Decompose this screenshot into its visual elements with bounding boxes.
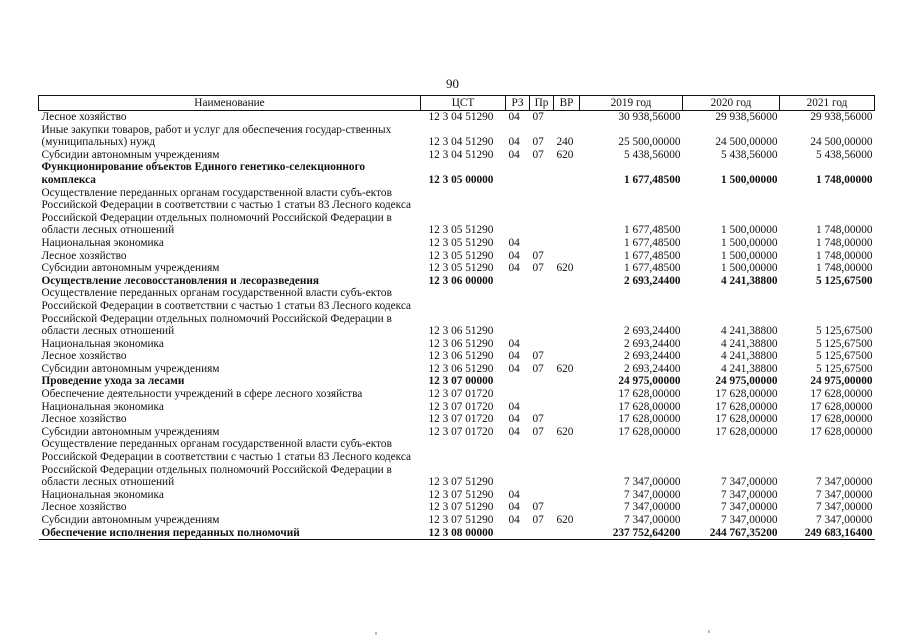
row-2020-value: 17 628,00000: [715, 400, 778, 413]
table-row: [39, 287, 875, 337]
row-pr: 07: [532, 413, 544, 426]
row-2020-value: 7 347,00000: [721, 514, 778, 526]
row-rz: [506, 438, 530, 488]
table-row: [39, 363, 875, 376]
row-rz: 04: [508, 362, 520, 375]
row-cst: 12 3 07 01720: [428, 425, 494, 438]
row-vr: [554, 350, 580, 363]
row-rz: 04: [508, 400, 520, 413]
row-cst: 12 3 06 51290: [428, 362, 494, 375]
row-2020-value: 29 938,56000: [715, 111, 778, 123]
row-2019-value: 2 693,24400: [624, 325, 681, 338]
row-name: Субсидии автономным учреждениям: [41, 425, 220, 438]
row-2021-value: 5 438,56000: [816, 148, 873, 161]
row-pr: 07: [532, 148, 544, 161]
row-vr: 620: [556, 514, 574, 526]
row-pr: 07: [532, 249, 544, 262]
row-pr: [530, 388, 554, 401]
row-rz: [506, 375, 530, 388]
row-name: Осуществление лесовосстановления и лесоразведения: [41, 274, 320, 287]
row-2020-value: 1 500,00000: [721, 236, 778, 249]
row-pr: 07: [532, 262, 544, 275]
row-2021-value: 24 500,00000: [810, 136, 873, 149]
row-vr: 620: [556, 425, 574, 438]
row-2019-value: 7 347,00000: [624, 488, 681, 501]
row-vr: [554, 287, 580, 337]
row-rz: [506, 187, 530, 237]
row-2020-value: 1 500,00000: [721, 173, 778, 186]
row-2020-value: 4 241,38800: [721, 337, 778, 350]
budget-table: [38, 95, 875, 540]
row-name: Лесное хозяйство: [41, 249, 127, 262]
row-name: Осуществление переданных органам государственной власти субъ-ектов Российской Федерации в соответствии с частью 1 статьи 83 Лесного кодекса Российской Федерации отдельных полномочий Российской Федерации в области лесных отношений: [41, 438, 412, 489]
row-2020-value: 17 628,00000: [715, 388, 778, 401]
row-2021-value: 5 125,67500: [816, 362, 873, 375]
row-rz: 04: [508, 413, 520, 426]
row-cst: 12 3 08 00000: [421, 527, 506, 540]
row-pr: 07: [532, 350, 544, 363]
row-rz: 04: [508, 337, 520, 350]
row-vr: [554, 401, 580, 414]
row-cst: 12 3 06 51290: [428, 337, 494, 350]
row-2021-value: 1 748,00000: [816, 262, 873, 275]
row-2019-value: 17 628,00000: [618, 388, 681, 401]
row-2019-value: 1 677,48500: [624, 224, 681, 237]
table-row: [39, 149, 875, 162]
row-pr: [530, 275, 554, 288]
row-rz: [506, 527, 530, 540]
row-cst: 12 3 06 00000: [428, 274, 494, 287]
row-2020-value: 24 500,00000: [715, 136, 778, 149]
row-name: Иные закупки товаров, работ и услуг для обеспечения государ-ственных (муниципальных) нужд: [41, 123, 392, 149]
row-pr: [530, 287, 554, 337]
header-rz: РЗ: [506, 96, 530, 111]
row-2020-value: 1 500,00000: [721, 262, 778, 275]
row-pr: [530, 161, 554, 186]
row-name: Национальная экономика: [41, 236, 164, 249]
row-rz: 04: [508, 514, 520, 526]
row-cst: 12 3 04 51290: [428, 136, 494, 149]
row-2020-value: 4 241,38800: [721, 350, 778, 363]
row-name: Лесное хозяйство: [41, 350, 127, 363]
row-name: Субсидии автономным учреждениям: [41, 262, 220, 275]
row-2021-value: 5 125,67500: [816, 325, 873, 338]
header-vr: ВР: [554, 96, 580, 111]
table-row: [39, 527, 875, 540]
row-name: Лесное хозяйство: [41, 111, 127, 123]
row-rz: 04: [508, 262, 520, 275]
row-2021-value: 5 125,67500: [816, 337, 873, 350]
row-2020-value: 17 628,00000: [715, 413, 778, 426]
row-2020-value: 7 347,00000: [721, 501, 778, 514]
table-row: [39, 489, 875, 502]
table-body: [39, 111, 875, 540]
row-2021-value: 1 748,00000: [816, 249, 873, 262]
header-name: Наименование: [39, 96, 421, 111]
row-rz: 04: [508, 236, 520, 249]
row-2019-value: 2 693,24400: [624, 337, 681, 350]
row-2019-value: 2 693,24400: [624, 362, 681, 375]
row-vr: [554, 161, 580, 186]
row-rz: 04: [508, 136, 520, 149]
row-vr: [554, 187, 580, 237]
row-2020-value: 7 347,00000: [721, 488, 778, 501]
row-2020-value: 4 241,38800: [721, 274, 778, 287]
header-pr: Пр: [530, 96, 554, 111]
row-2019-value: 24 975,00000: [618, 375, 681, 388]
row-vr: [554, 388, 580, 401]
table-row: [39, 388, 875, 401]
row-2020-value: 1 500,00000: [721, 224, 778, 237]
row-2021-value: 24 975,00000: [810, 375, 873, 388]
row-2019-value: 2 693,24400: [624, 274, 681, 287]
row-pr: [530, 438, 554, 488]
row-2021-value: 7 347,00000: [816, 488, 873, 501]
row-vr: [554, 338, 580, 351]
row-name: Осуществление переданных органам государственной власти субъ-ектов Российской Федерации в соответствии с частью 1 статьи 83 Лесного кодекса Российской Федерации отдельных полномочий Российской Федерации в области лесных отношений: [41, 186, 412, 237]
row-2019-value: 17 628,00000: [618, 425, 681, 438]
row-name: Лесное хозяйство: [41, 501, 127, 514]
row-vr: 240: [556, 136, 574, 149]
row-cst: 12 3 07 51290: [428, 501, 494, 514]
row-rz: 04: [508, 148, 520, 161]
row-2021-value: 7 347,00000: [816, 476, 873, 489]
row-vr: [554, 250, 580, 263]
row-2019-value: 1 677,48500: [624, 262, 681, 275]
row-cst: 12 3 04 51290: [428, 111, 494, 123]
row-2019-value: 237 752,64200: [580, 527, 683, 540]
row-name: Функционирование объектов Единого генетико-селекционного комплекса: [41, 161, 366, 186]
row-rz: [506, 287, 530, 337]
table-row: [39, 501, 875, 514]
row-cst: 12 3 07 51290: [428, 476, 494, 489]
table-row: [39, 413, 875, 426]
row-vr: 620: [556, 262, 574, 275]
table-row: [39, 338, 875, 351]
scan-speck: [708, 630, 710, 633]
row-2020-value: 7 347,00000: [721, 476, 778, 489]
table-row: [39, 111, 875, 124]
row-2020-value: 17 628,00000: [715, 425, 778, 438]
row-2021-value: 249 683,16400: [780, 527, 875, 540]
table-row: [39, 350, 875, 363]
row-name: Национальная экономика: [41, 488, 164, 501]
row-cst: 12 3 05 51290: [428, 249, 494, 262]
row-pr: 07: [532, 362, 544, 375]
row-pr: 07: [532, 111, 544, 123]
row-2021-value: 7 347,00000: [816, 501, 873, 514]
row-2021-value: 5 125,67500: [816, 274, 873, 287]
table-row: [39, 124, 875, 149]
table-row: [39, 438, 875, 488]
row-rz: [506, 161, 530, 186]
row-2019-value: 17 628,00000: [618, 400, 681, 413]
row-pr: [530, 489, 554, 502]
row-2020-value: 5 438,56000: [721, 148, 778, 161]
row-2021-value: 17 628,00000: [810, 388, 873, 401]
header-cst: ЦСТ: [421, 96, 506, 111]
row-name: Лесное хозяйство: [41, 413, 127, 426]
table-row: [39, 426, 875, 439]
header-2020: 2020 год: [683, 96, 780, 111]
row-2021-value: 1 748,00000: [816, 173, 873, 186]
page-number: 90: [446, 76, 459, 91]
table-row: [39, 401, 875, 414]
header-2021: 2021 год: [780, 96, 875, 111]
row-vr: [554, 237, 580, 250]
row-cst: 12 3 07 01720: [428, 400, 494, 413]
row-2020-value: 4 241,38800: [721, 325, 778, 338]
row-2019-value: 2 693,24400: [624, 350, 681, 363]
row-2020-value: 24 975,00000: [715, 375, 778, 388]
row-vr: [554, 527, 580, 540]
row-2019-value: 7 347,00000: [624, 476, 681, 489]
row-pr: 07: [532, 425, 544, 438]
row-pr: [530, 237, 554, 250]
row-2019-value: 17 628,00000: [618, 413, 681, 426]
row-rz: 04: [508, 501, 520, 514]
row-name: Субсидии автономным учреждениям: [41, 362, 220, 375]
row-2019-value: 7 347,00000: [624, 501, 681, 514]
row-name: Обеспечение деятельности учреждений в сфере лесного хозяйства: [41, 388, 363, 401]
row-vr: 620: [556, 362, 574, 375]
row-vr: 620: [556, 148, 574, 161]
row-2021-value: 1 748,00000: [816, 236, 873, 249]
table-row: [39, 161, 875, 186]
row-cst: 12 3 06 51290: [428, 325, 494, 338]
row-2021-value: 17 628,00000: [810, 425, 873, 438]
row-cst: 12 3 04 51290: [428, 148, 494, 161]
row-vr: [554, 275, 580, 288]
row-2019-value: 30 938,56000: [618, 111, 681, 123]
row-2021-value: 5 125,67500: [816, 350, 873, 363]
row-rz: 04: [508, 425, 520, 438]
row-cst: 12 3 07 51290: [428, 514, 494, 526]
row-pr: 07: [532, 514, 544, 526]
row-vr: [554, 438, 580, 488]
row-2019-value: 7 347,00000: [624, 514, 681, 526]
table-row: [39, 237, 875, 250]
row-cst: 12 3 07 01720: [428, 388, 494, 401]
row-2021-value: 1 748,00000: [816, 224, 873, 237]
row-pr: [530, 338, 554, 351]
row-2019-value: 25 500,00000: [618, 136, 681, 149]
table-row: [39, 187, 875, 237]
row-2019-value: 1 677,48500: [624, 173, 681, 186]
row-rz: 04: [508, 488, 520, 501]
row-2020-value: 1 500,00000: [721, 249, 778, 262]
row-rz: 04: [508, 350, 520, 363]
row-cst: 12 3 07 00000: [428, 375, 494, 388]
row-2019-value: 1 677,48500: [624, 249, 681, 262]
row-name: Субсидии автономным учреждениям: [41, 514, 220, 526]
row-vr: [554, 489, 580, 502]
row-cst: 12 3 07 01720: [428, 413, 494, 426]
row-name: Национальная экономика: [41, 337, 164, 350]
row-name: Обеспечение исполнения переданных полномочий: [39, 527, 421, 540]
row-2020-value: 244 767,35200: [683, 527, 780, 540]
row-pr: 07: [532, 136, 544, 149]
row-rz: [506, 275, 530, 288]
row-cst: 12 3 07 51290: [428, 488, 494, 501]
row-2021-value: 29 938,56000: [810, 111, 873, 123]
scan-speck: [375, 632, 377, 635]
row-2019-value: 5 438,56000: [624, 148, 681, 161]
row-cst: 12 3 05 51290: [428, 262, 494, 275]
table-row: [39, 275, 875, 288]
row-pr: [530, 401, 554, 414]
row-cst: 12 3 05 00000: [428, 173, 494, 186]
row-vr: [554, 111, 580, 124]
row-pr: [530, 375, 554, 388]
row-cst: 12 3 06 51290: [428, 350, 494, 363]
row-name: Субсидии автономным учреждениям: [41, 148, 220, 161]
row-vr: [554, 413, 580, 426]
row-name: Проведение ухода за лесами: [41, 375, 185, 388]
row-2019-value: 1 677,48500: [624, 236, 681, 249]
table-header-row: [39, 96, 875, 111]
row-2021-value: 17 628,00000: [810, 400, 873, 413]
row-pr: 07: [532, 501, 544, 514]
header-2019: 2019 год: [580, 96, 683, 111]
table-row: [39, 514, 875, 527]
row-cst: 12 3 05 51290: [428, 236, 494, 249]
row-2021-value: 17 628,00000: [810, 413, 873, 426]
row-rz: [506, 388, 530, 401]
row-name: Национальная экономика: [41, 400, 164, 413]
row-cst: 12 3 05 51290: [428, 224, 494, 237]
row-2021-value: 7 347,00000: [816, 514, 873, 526]
table-row: [39, 250, 875, 263]
row-2020-value: 4 241,38800: [721, 362, 778, 375]
table-row: [39, 262, 875, 275]
row-vr: [554, 501, 580, 514]
row-name: Осуществление переданных органам государственной власти субъ-ектов Российской Федерации в соответствии с частью 1 статьи 83 Лесного кодекса Российской Федерации отдельных полномочий Российской Федерации в области лесных отношений: [41, 287, 412, 338]
row-pr: [530, 187, 554, 237]
row-rz: 04: [508, 249, 520, 262]
row-rz: 04: [508, 111, 520, 123]
table-row: [39, 375, 875, 388]
row-vr: [554, 375, 580, 388]
row-pr: [530, 527, 554, 540]
